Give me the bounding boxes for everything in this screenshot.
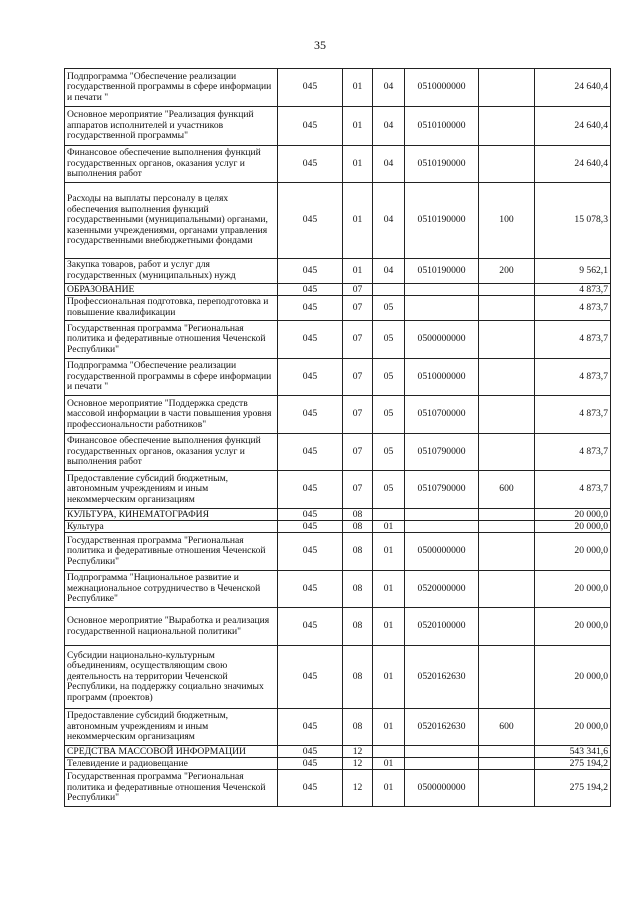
row-expense-type — [479, 434, 535, 471]
row-expense-type — [479, 770, 535, 807]
table-row — [65, 471, 611, 509]
row-grbs-code: 045 — [278, 107, 343, 146]
row-subsection-code: 01 — [373, 521, 405, 533]
row-target-article: 0510190000 — [405, 259, 479, 284]
row-name: Основное мероприятие "Реализация функций аппаратов исполнителей и участников государственной программы" — [65, 107, 278, 146]
row-section-code: 12 — [343, 770, 373, 807]
table-row — [65, 709, 611, 746]
table-body — [65, 69, 611, 807]
row-name: Закупка товаров, работ и услуг для государственных (муниципальных) нужд — [65, 259, 278, 284]
row-grbs-code: 045 — [278, 646, 343, 709]
row-subsection-code: 04 — [373, 69, 405, 107]
row-target-article — [405, 521, 479, 533]
row-name: Основное мероприятие "Выработка и реализация государственной национальной политики" — [65, 608, 278, 646]
row-name: Государственная программа "Региональная политика и федеративные отношения Чеченской Республики" — [65, 533, 278, 571]
row-section-code: 07 — [343, 434, 373, 471]
row-target-article: 0500000000 — [405, 321, 479, 359]
row-expense-type — [479, 321, 535, 359]
row-name: КУЛЬТУРА, КИНЕМАТОГРАФИЯ — [65, 509, 278, 521]
row-section-code: 01 — [343, 183, 373, 259]
row-subsection-code — [373, 509, 405, 521]
row-target-article: 0520162630 — [405, 646, 479, 709]
row-section-code: 08 — [343, 571, 373, 608]
row-section-code: 08 — [343, 608, 373, 646]
row-grbs-code: 045 — [278, 321, 343, 359]
row-subsection-code: 05 — [373, 296, 405, 321]
row-subsection-code: 01 — [373, 646, 405, 709]
row-section-code: 07 — [343, 359, 373, 396]
row-name: Культура — [65, 521, 278, 533]
row-target-article: 0500000000 — [405, 533, 479, 571]
row-amount: 9 562,1 — [535, 259, 611, 284]
row-name: Субсидии национально-культурным объединениям, осуществляющим свою деятельность на территории Чеченской Республики, на поддержку социально значимых программ (проектов) — [65, 646, 278, 709]
row-name: Расходы на выплаты персоналу в целях обеспечения выполнения функций государственными (муниципальными) органами, казенными учреждениями, органами управления государственными внебюджетными фондами — [65, 183, 278, 259]
row-expense-type: 600 — [479, 471, 535, 509]
row-expense-type: 100 — [479, 183, 535, 259]
row-expense-type: 200 — [479, 259, 535, 284]
row-name: Основное мероприятие "Поддержка средств массовой информации в части повышения уровня профессиональности работников" — [65, 396, 278, 434]
row-section-code: 07 — [343, 396, 373, 434]
row-amount: 20 000,0 — [535, 571, 611, 608]
row-name: Телевидение и радиовещание — [65, 758, 278, 770]
table-row — [65, 259, 611, 284]
table-row — [65, 533, 611, 571]
row-amount: 4 873,7 — [535, 284, 611, 296]
row-expense-type — [479, 107, 535, 146]
row-amount: 4 873,7 — [535, 396, 611, 434]
table-row — [65, 509, 611, 521]
row-subsection-code: 04 — [373, 107, 405, 146]
table-row — [65, 296, 611, 321]
row-amount: 15 078,3 — [535, 183, 611, 259]
row-section-code: 01 — [343, 107, 373, 146]
row-name: Предоставление субсидий бюджетным, автономным учреждениям и иным некоммерческим организациям — [65, 471, 278, 509]
row-target-article — [405, 296, 479, 321]
row-grbs-code: 045 — [278, 770, 343, 807]
row-amount: 24 640,4 — [535, 146, 611, 183]
budget-table — [64, 68, 611, 807]
row-subsection-code: 01 — [373, 758, 405, 770]
row-grbs-code: 045 — [278, 396, 343, 434]
row-subsection-code: 01 — [373, 571, 405, 608]
row-amount: 4 873,7 — [535, 471, 611, 509]
page-number: 35 — [314, 38, 326, 52]
row-section-code: 01 — [343, 259, 373, 284]
row-target-article: 0520100000 — [405, 608, 479, 646]
row-grbs-code: 045 — [278, 359, 343, 396]
row-expense-type — [479, 746, 535, 758]
row-target-article: 0510100000 — [405, 107, 479, 146]
row-target-article: 0500000000 — [405, 770, 479, 807]
row-name: Предоставление субсидий бюджетным, автономным учреждениям и иным некоммерческим организациям — [65, 709, 278, 746]
row-section-code: 07 — [343, 284, 373, 296]
row-subsection-code: 05 — [373, 471, 405, 509]
row-expense-type — [479, 284, 535, 296]
row-subsection-code: 01 — [373, 709, 405, 746]
table-row — [65, 396, 611, 434]
row-amount: 4 873,7 — [535, 359, 611, 396]
row-expense-type — [479, 758, 535, 770]
row-expense-type: 600 — [479, 709, 535, 746]
row-amount: 20 000,0 — [535, 509, 611, 521]
row-amount: 20 000,0 — [535, 521, 611, 533]
row-grbs-code: 045 — [278, 758, 343, 770]
row-expense-type — [479, 359, 535, 396]
row-name: Подпрограмма "Обеспечение реализации государственной программы в сфере информации и печати " — [65, 359, 278, 396]
row-amount: 20 000,0 — [535, 533, 611, 571]
row-target-article: 0520162630 — [405, 709, 479, 746]
row-section-code: 08 — [343, 646, 373, 709]
row-grbs-code: 045 — [278, 709, 343, 746]
row-target-article: 0510790000 — [405, 434, 479, 471]
row-subsection-code: 04 — [373, 146, 405, 183]
row-subsection-code — [373, 284, 405, 296]
row-grbs-code: 045 — [278, 521, 343, 533]
row-section-code: 08 — [343, 521, 373, 533]
row-name: Подпрограмма "Обеспечение реализации государственной программы в сфере информации и печати " — [65, 69, 278, 107]
row-grbs-code: 045 — [278, 69, 343, 107]
row-subsection-code: 05 — [373, 396, 405, 434]
row-section-code: 07 — [343, 296, 373, 321]
row-target-article — [405, 509, 479, 521]
row-name: Подпрограмма "Национальное развитие и межнациональное сотрудничество в Чеченской Республике" — [65, 571, 278, 608]
row-section-code: 08 — [343, 709, 373, 746]
table-row — [65, 571, 611, 608]
row-target-article: 0510790000 — [405, 471, 479, 509]
row-section-code: 01 — [343, 69, 373, 107]
row-target-article: 0510700000 — [405, 396, 479, 434]
row-subsection-code — [373, 746, 405, 758]
row-section-code: 12 — [343, 746, 373, 758]
row-expense-type — [479, 296, 535, 321]
table-row — [65, 69, 611, 107]
row-section-code: 08 — [343, 533, 373, 571]
row-expense-type — [479, 509, 535, 521]
table-row — [65, 521, 611, 533]
table-row — [65, 359, 611, 396]
table-row — [65, 608, 611, 646]
table-row — [65, 646, 611, 709]
row-grbs-code: 045 — [278, 533, 343, 571]
row-grbs-code: 045 — [278, 608, 343, 646]
row-target-article: 0510190000 — [405, 183, 479, 259]
row-amount: 4 873,7 — [535, 434, 611, 471]
row-name: Финансовое обеспечение выполнения функций государственных органов, оказания услуг и выполнения работ — [65, 434, 278, 471]
row-amount: 20 000,0 — [535, 709, 611, 746]
row-section-code: 08 — [343, 509, 373, 521]
row-subsection-code: 01 — [373, 533, 405, 571]
row-name: Профессиональная подготовка, переподготовка и повышение квалификации — [65, 296, 278, 321]
row-grbs-code: 045 — [278, 571, 343, 608]
row-expense-type — [479, 396, 535, 434]
table-row — [65, 770, 611, 807]
row-amount: 24 640,4 — [535, 69, 611, 107]
row-name: СРЕДСТВА МАССОВОЙ ИНФОРМАЦИИ — [65, 746, 278, 758]
table-row — [65, 746, 611, 758]
row-grbs-code: 045 — [278, 746, 343, 758]
row-amount: 20 000,0 — [535, 608, 611, 646]
row-amount: 543 341,6 — [535, 746, 611, 758]
row-section-code: 07 — [343, 321, 373, 359]
table-row — [65, 321, 611, 359]
row-target-article: 0520000000 — [405, 571, 479, 608]
row-grbs-code: 045 — [278, 259, 343, 284]
row-subsection-code: 05 — [373, 321, 405, 359]
row-amount: 4 873,7 — [535, 296, 611, 321]
row-subsection-code: 04 — [373, 259, 405, 284]
row-target-article: 0510000000 — [405, 69, 479, 107]
row-subsection-code: 05 — [373, 359, 405, 396]
row-amount: 20 000,0 — [535, 646, 611, 709]
table-row — [65, 284, 611, 296]
row-name: Государственная программа "Региональная политика и федеративные отношения Чеченской Республики" — [65, 770, 278, 807]
row-expense-type — [479, 521, 535, 533]
row-subsection-code: 04 — [373, 183, 405, 259]
row-subsection-code: 01 — [373, 770, 405, 807]
row-expense-type — [479, 646, 535, 709]
row-grbs-code: 045 — [278, 471, 343, 509]
row-grbs-code: 045 — [278, 284, 343, 296]
row-section-code: 07 — [343, 471, 373, 509]
row-target-article — [405, 284, 479, 296]
row-amount: 24 640,4 — [535, 107, 611, 146]
row-grbs-code: 045 — [278, 296, 343, 321]
row-amount: 275 194,2 — [535, 770, 611, 807]
table-row — [65, 183, 611, 259]
row-target-article — [405, 746, 479, 758]
row-amount: 275 194,2 — [535, 758, 611, 770]
table-row — [65, 107, 611, 146]
table-row — [65, 434, 611, 471]
row-grbs-code: 045 — [278, 434, 343, 471]
row-target-article: 0510190000 — [405, 146, 479, 183]
row-name: Государственная программа "Региональная политика и федеративные отношения Чеченской Республики" — [65, 321, 278, 359]
row-grbs-code: 045 — [278, 509, 343, 521]
row-expense-type — [479, 533, 535, 571]
row-amount: 4 873,7 — [535, 321, 611, 359]
row-name: Финансовое обеспечение выполнения функций государственных органов, оказания услуг и выполнения работ — [65, 146, 278, 183]
row-target-article: 0510000000 — [405, 359, 479, 396]
row-section-code: 01 — [343, 146, 373, 183]
row-target-article — [405, 758, 479, 770]
row-expense-type — [479, 69, 535, 107]
row-grbs-code: 045 — [278, 146, 343, 183]
table-row — [65, 758, 611, 770]
row-subsection-code: 05 — [373, 434, 405, 471]
table-row — [65, 146, 611, 183]
row-expense-type — [479, 146, 535, 183]
row-subsection-code: 01 — [373, 608, 405, 646]
row-expense-type — [479, 571, 535, 608]
row-grbs-code: 045 — [278, 183, 343, 259]
row-expense-type — [479, 608, 535, 646]
row-section-code: 12 — [343, 758, 373, 770]
row-name: ОБРАЗОВАНИЕ — [65, 284, 278, 296]
